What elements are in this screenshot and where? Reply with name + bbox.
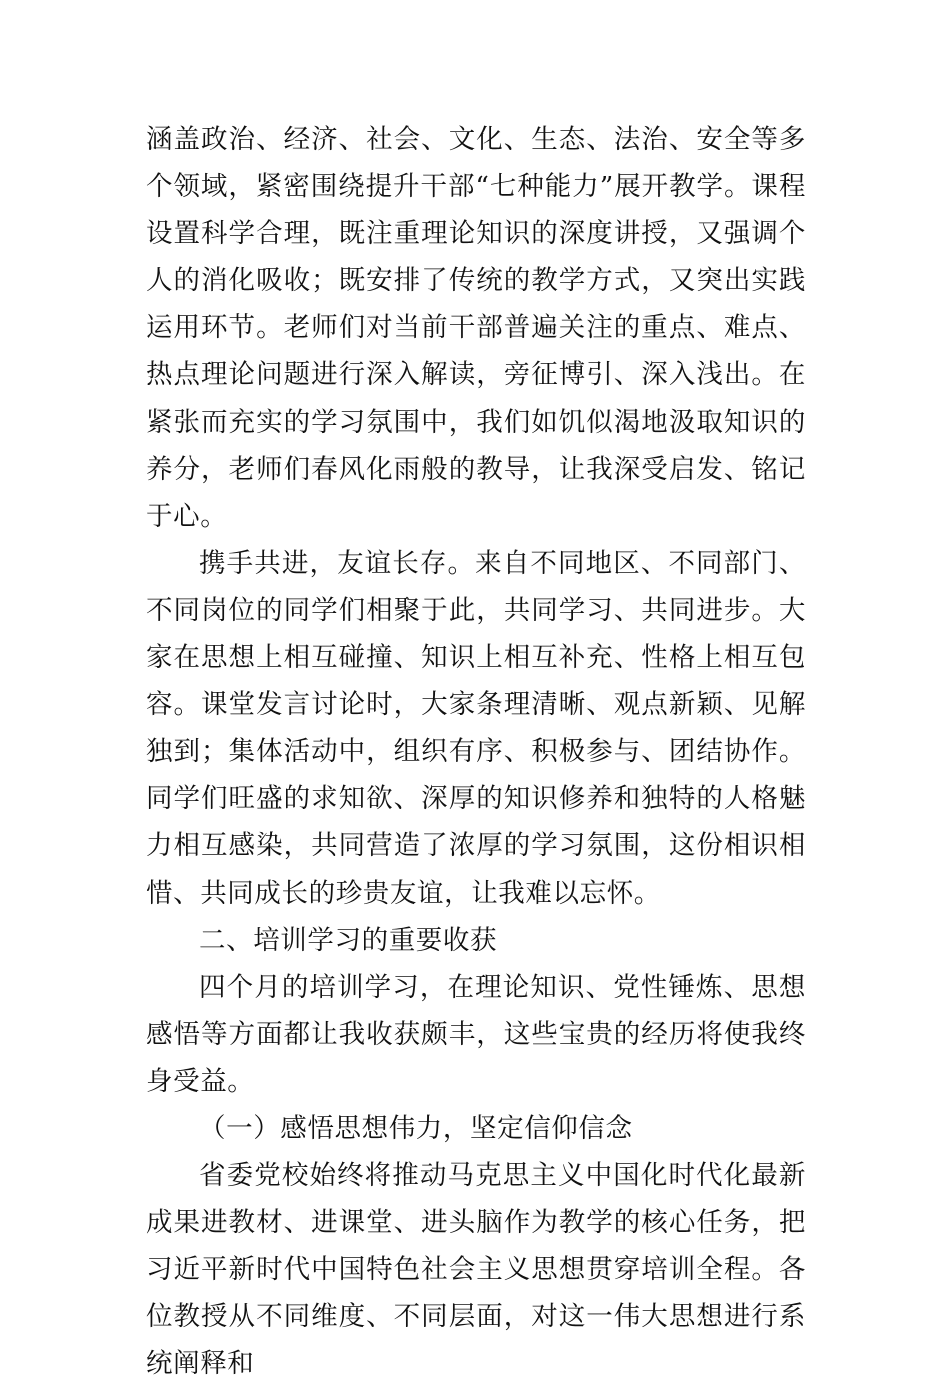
paragraph-gains-intro: 四个月的培训学习，在理论知识、党性锤炼、思想感悟等方面都让我收获颇丰，这些宝贵的经历将使我终身受益。 bbox=[146, 971, 806, 1097]
paragraph-friendship: 携手共进，友谊长存。来自不同地区、不同部门、不同岗位的同学们相聚于此，共同学习、共同进步。大家在思想上相互碰撞、知识上相互补充、性格上相互包容。课堂发言讨论时，大家条理清晰、观点新颖、见解独到；集体活动中，组织有序、积极参与、团结协作。同学们旺盛的求知欲、深厚的知识修养和独特的人格魅力相互感染，共同营造了浓厚的学习氛围，这份相识相惜、共同成长的珍贵友谊，让我难以忘怀。 bbox=[146, 547, 806, 909]
subsection-heading-1: （一）感悟思想伟力，坚定信仰信念 bbox=[199, 1112, 633, 1144]
document-body bbox=[146, 116, 806, 1388]
paragraph-continuation: 涵盖政治、经济、社会、文化、生态、法治、安全等多个领域，紧密围绕提升干部“七种能力”展开教学。课程设置科学合理，既注重理论知识的深度讲授，又强调个人的消化吸收；既安排了传统的教学方式，又突出实践运用环节。老师们对当前干部普遍关注的重点、难点、热点理论问题进行深入解读，旁征博引、深入浅出。在紧张而充实的学习氛围中，我们如饥似渴地汲取知识的养分，老师们春风化雨般的教导，让我深受启发、铭记于心。 bbox=[146, 124, 806, 532]
section-heading-gains: 二、培训学习的重要收获 bbox=[199, 924, 498, 956]
paragraph-party-school: 省委党校始终将推动马克思主义中国化时代化最新成果进教材、进课堂、进头脑作为教学的核心任务，把习近平新时代中国特色社会主义思想贯穿培训全程。各位教授从不同维度、不同层面，对这一伟大思想进行系统阐释和 bbox=[146, 1160, 806, 1380]
